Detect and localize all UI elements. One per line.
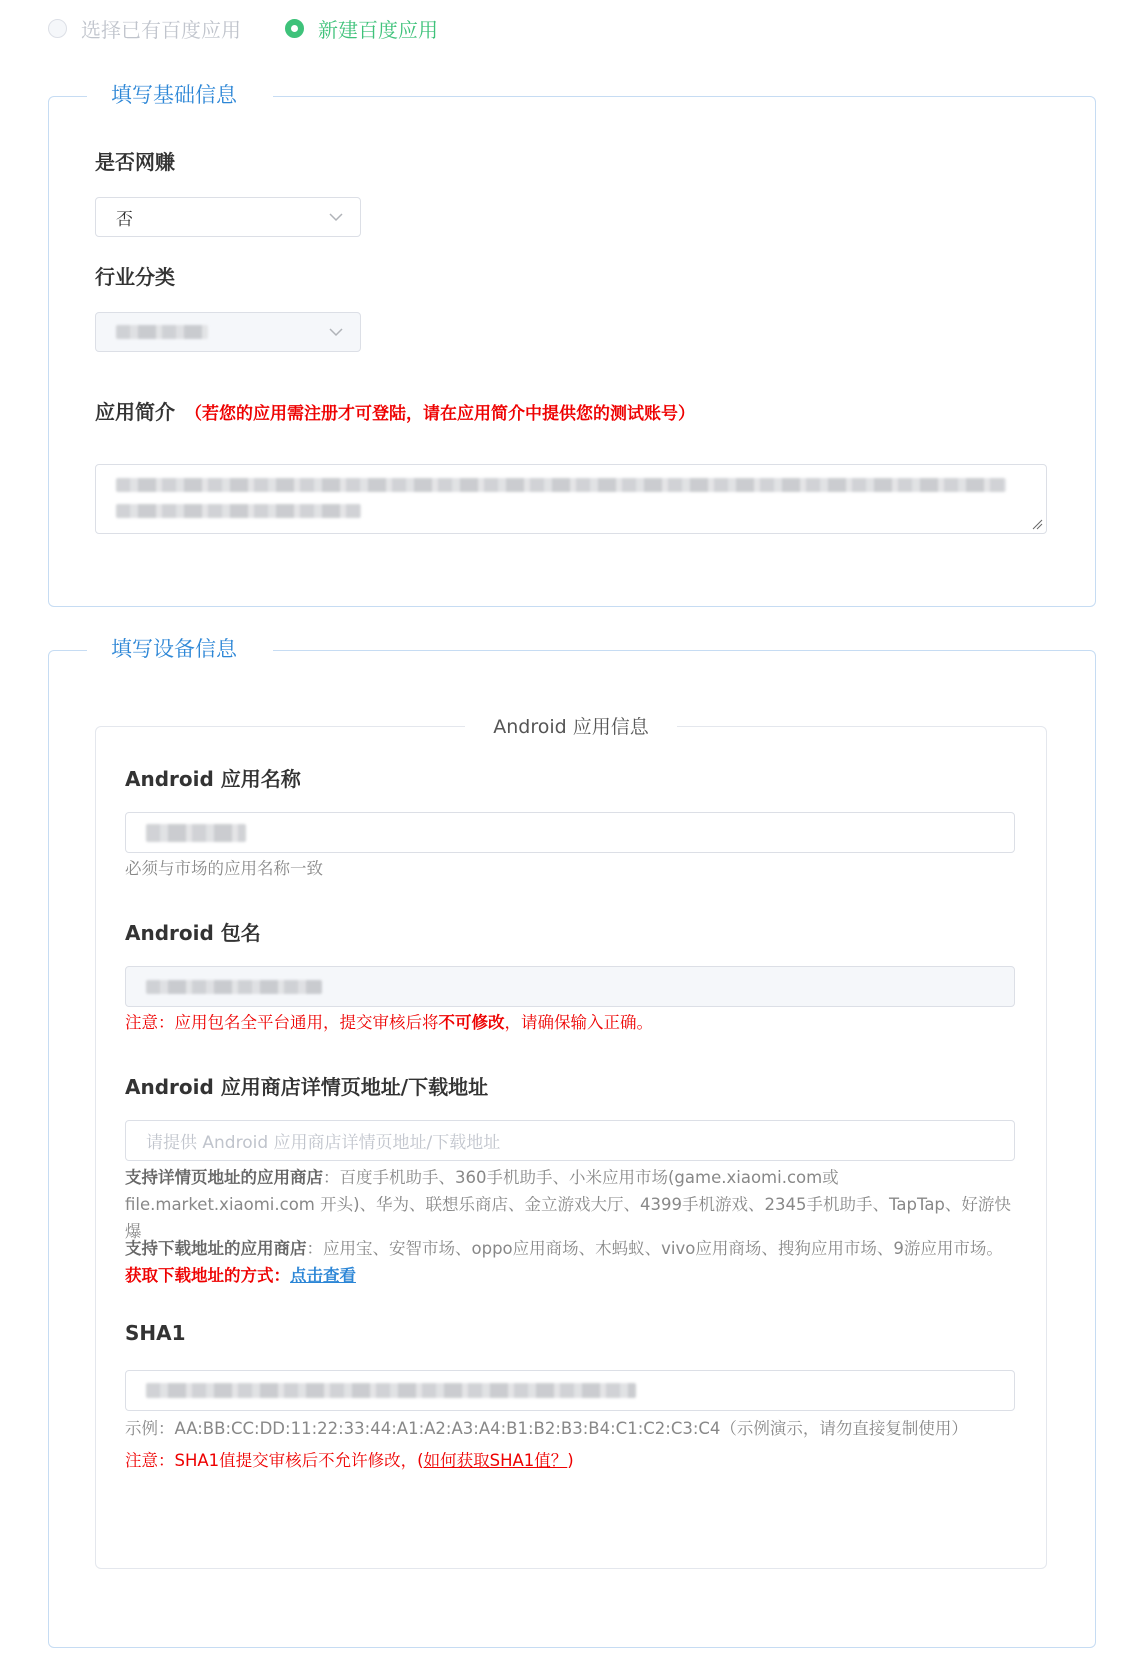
detail-stores-title: 支持详情页地址的应用商店 xyxy=(125,1168,323,1187)
radio-existing-app[interactable] xyxy=(48,14,241,43)
resize-handle-icon[interactable] xyxy=(1032,519,1043,530)
app-name-note: 必须与市场的应用名称一致 xyxy=(125,859,323,878)
chevron-down-icon xyxy=(328,324,344,340)
app-name-input[interactable] xyxy=(125,812,1015,853)
download-stores-title: 支持下载地址的应用商店 xyxy=(125,1239,307,1258)
app-mode-radio-group xyxy=(48,14,482,43)
sha1-example: 示例：AA:BB:CC:DD:11:22:33:44:A1:A2:A3:A4:B1:B2:B3:B4:C1:C2:C3:C4（示例演示，请勿直接复制使用） xyxy=(125,1419,968,1438)
sha1-label: SHA1 xyxy=(125,1321,186,1345)
sha1-input[interactable] xyxy=(125,1370,1015,1411)
download-stores-note xyxy=(125,1235,1015,1289)
device-info-legend: 填写设备信息 xyxy=(87,633,273,663)
intro-hint: （若您的应用需注册才可登陆，请在应用简介中提供您的测试账号） xyxy=(185,404,695,424)
radio-unchecked-icon xyxy=(48,19,67,38)
package-label: Android 包名 xyxy=(125,921,261,945)
radio-new-app[interactable] xyxy=(285,14,438,43)
industry-value-redacted xyxy=(116,325,208,339)
app-name-value-redacted xyxy=(146,824,246,842)
chevron-down-icon xyxy=(328,209,344,225)
download-stores-text: ：应用宝、安智市场、oppo应用商场、木蚂蚁、vivo应用商场、搜狗应用市场、9游应用市场。 xyxy=(306,1239,1003,1258)
store-url-input[interactable] xyxy=(125,1120,1015,1161)
net-earning-label: 是否网赚 xyxy=(95,150,175,174)
package-warning-suffix: ，请确保输入正确。 xyxy=(504,1013,653,1032)
sha1-help-link[interactable]: 如何获取SHA1值？ xyxy=(423,1451,568,1470)
intro-label xyxy=(95,396,695,425)
radio-existing-label: 选择已有百度应用 xyxy=(81,18,241,42)
package-value-redacted xyxy=(146,980,322,994)
radio-new-label: 新建百度应用 xyxy=(318,18,438,42)
device-info-panel xyxy=(48,637,1096,1648)
android-info-title-wrap xyxy=(96,712,1046,739)
android-info-title: Android 应用信息 xyxy=(465,716,677,738)
download-method-label: 获取下载地址的方式： xyxy=(125,1266,290,1285)
intro-text-redacted xyxy=(116,478,1006,492)
intro-textarea[interactable] xyxy=(95,464,1047,534)
detail-stores-note xyxy=(125,1164,1015,1245)
app-name-label: Android 应用名称 xyxy=(125,767,301,791)
package-warning-bold: 不可修改 xyxy=(438,1013,505,1032)
sha1-value-redacted xyxy=(146,1383,636,1398)
sha1-warning-suffix: ) xyxy=(567,1451,574,1470)
sha1-warning xyxy=(125,1447,1015,1474)
detail-stores-text: ：百度手机助手、360手机助手、小米应用市场(game.xiaomi.com或file.market.xiaomi.com 开头)、华为、联想乐商店、金立游戏大厅、4399手机游戏、2345手机助手、TapTap、好游快爆 xyxy=(125,1168,1011,1241)
store-url-placeholder: 请提供 Android 应用商店详情页地址/下载地址 xyxy=(146,1133,501,1153)
intro-label-text: 应用简介 xyxy=(95,400,175,424)
package-input[interactable] xyxy=(125,966,1015,1007)
package-warning xyxy=(125,1009,1015,1036)
industry-select[interactable] xyxy=(95,312,361,352)
industry-label: 行业分类 xyxy=(95,265,175,289)
package-warning-prefix: 注意：应用包名全平台通用，提交审核后将 xyxy=(125,1013,439,1032)
net-earning-value: 否 xyxy=(116,209,133,230)
net-earning-select[interactable] xyxy=(95,197,361,237)
store-url-label: Android 应用商店详情页地址/下载地址 xyxy=(125,1075,489,1099)
basic-info-panel xyxy=(48,83,1096,607)
download-method-link[interactable]: 点击查看 xyxy=(290,1266,356,1285)
basic-info-legend: 填写基础信息 xyxy=(87,79,273,109)
android-info-box xyxy=(95,716,1047,1569)
intro-text-redacted xyxy=(116,504,361,518)
radio-checked-icon xyxy=(285,19,304,38)
sha1-warning-prefix: 注意：SHA1值提交审核后不允许修改，( xyxy=(125,1451,424,1470)
